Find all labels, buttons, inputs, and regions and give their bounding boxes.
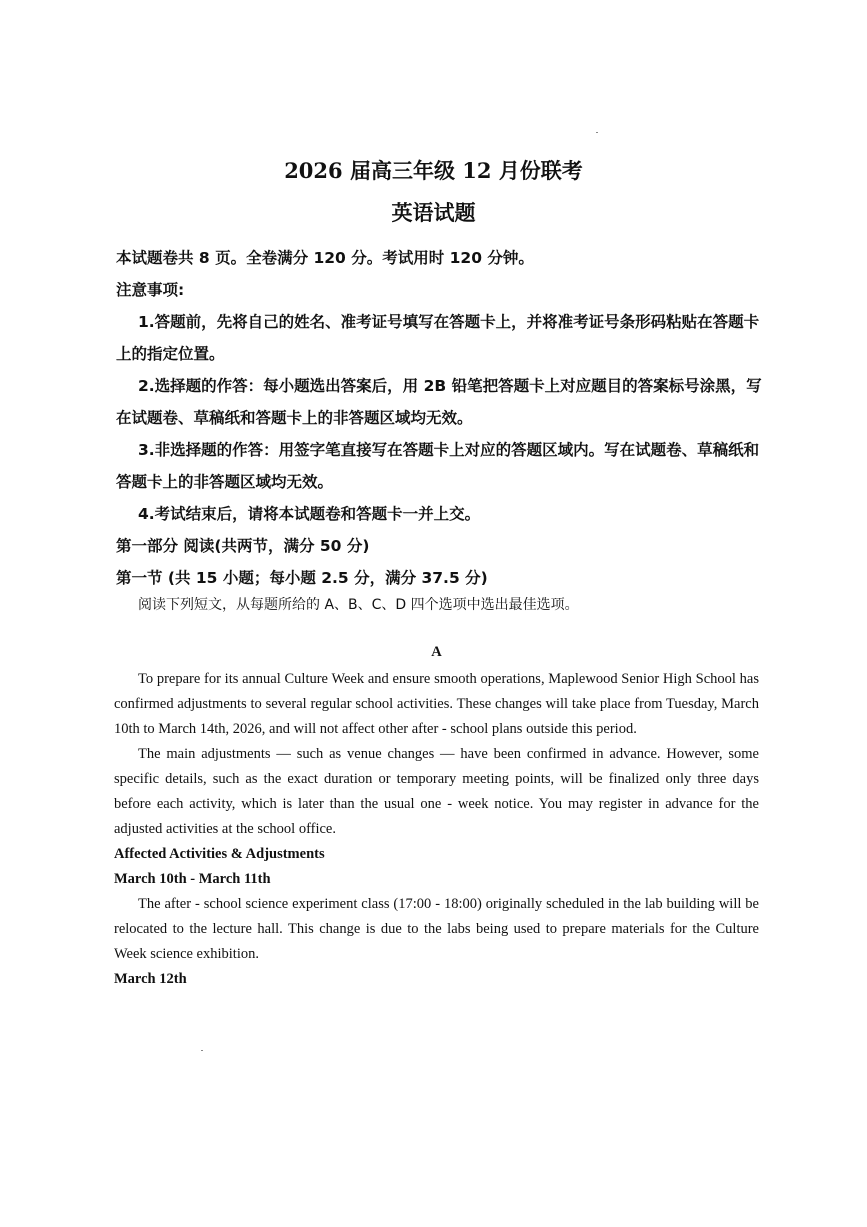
note-item: 1.答题前，先将自己的姓名、准考证号填写在答题卡上，并将准考证号条形码粘贴在答题卡上的指定位置。 bbox=[116, 313, 760, 363]
reading-passage bbox=[114, 640, 759, 992]
part-heading: 第一部分 阅读(共两节，满分 50 分) bbox=[116, 537, 370, 555]
note-item: 4.考试结束后，请将本试题卷和答题卡一并上交。 bbox=[138, 505, 481, 523]
scan-speck bbox=[201, 1050, 203, 1051]
section-instruction: 阅读下列短文，从每题所给的 A、B、C、D 四个选项中选出最佳选项。 bbox=[138, 597, 579, 613]
section-heading: 第一节 (共 15 小题；每小题 2.5 分，满分 37.5 分) bbox=[116, 569, 488, 587]
exam-subtitle: 英语试题 bbox=[391, 200, 476, 225]
passage-date-heading: March 10th - March 11th bbox=[114, 871, 271, 887]
note-item: 2.选择题的作答：每小题选出答案后，用 2B 铅笔把答题卡上对应题目的答案标号涂黑，写在试题卷、草稿纸和答题卡上的非答题区域均无效。 bbox=[116, 377, 762, 427]
scan-speck bbox=[596, 132, 598, 133]
passage-paragraph: To prepare for its annual Culture Week and ensure smooth operations, Maplewood Senior High School has confirmed adjustments to several regular school activities. These changes will take place from Tuesday, March 10th to March 14th, 2026, and will not affect other after - school plans outside this period. bbox=[114, 671, 759, 737]
exam-title: 2026 届高三年级 12 月份联考 bbox=[284, 158, 583, 183]
notes-heading: 注意事项: bbox=[116, 281, 185, 299]
passage-paragraph: The after - school science experiment class (17:00 - 18:00) originally scheduled in the lab building will be relocated to the lecture hall. This change is due to the labs being used to prepare materials for the Culture Week science exhibition. bbox=[114, 896, 759, 962]
passage-paragraph: The main adjustments — such as venue changes — have been confirmed in advance. However, some specific details, such as the exact duration or temporary meeting points, will be finalized only three days before each activity, which is later than the usual one - week notice. You may register in advance for the adjusted activities at the school office. bbox=[114, 746, 759, 837]
passage-heading: Affected Activities & Adjustments bbox=[114, 846, 325, 862]
exam-notes bbox=[116, 242, 766, 594]
passage-date-heading: March 12th bbox=[114, 971, 187, 987]
passage-label: A bbox=[431, 644, 442, 660]
exam-intro: 本试题卷共 8 页。全卷满分 120 分。考试用时 120 分钟。 bbox=[116, 249, 534, 267]
note-item: 3.非选择题的作答：用签字笔直接写在答题卡上对应的答题区域内。写在试题卷、草稿纸和答题卡上的非答题区域均无效。 bbox=[116, 441, 760, 491]
